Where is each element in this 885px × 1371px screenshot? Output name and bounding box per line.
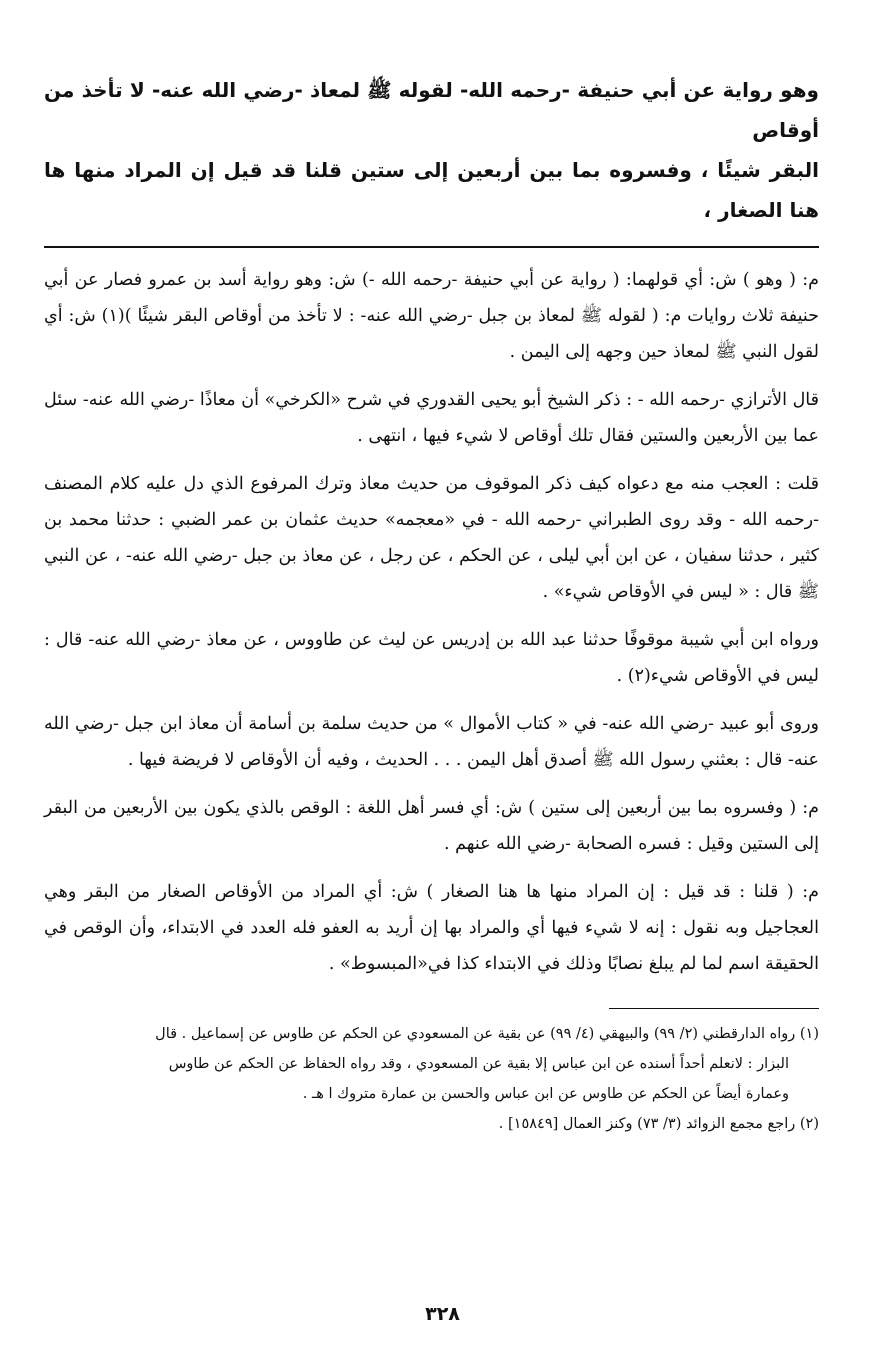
matn-line-2: البقر شيئًا ، وفسروه بما بين أربعين إلى ستين قلنا قد قيل إن المراد منها ها هنا الصغار ، [44, 158, 819, 222]
footnote-1-line-1: (١) رواه الدارقطني (٢/ ٩٩) والبيهقي (٤/ ٩٩) عن بقية عن المسعودي عن الحكم عن طاوس عن إسماعيل . قال [155, 1026, 819, 1042]
footnotes [44, 1019, 819, 1139]
commentary-paragraph-6: م: ( وفسروه بما بين أربعين إلى ستين ) ش: أي فسر أهل اللغة : الوقص بالذي يكون بين الأربعين من البقر إلى الستين وقيل : فسره الصحابة -رضي الله عنهم . [44, 798, 819, 854]
footnote-1-line-2: البزار : لانعلم أحداً أسنده عن ابن عباس إلا بقية عن المسعودي ، وقد رواه الحفاظ عن الحكم عن طاوس [168, 1056, 789, 1072]
commentary-paragraph-3: قلت : العجب منه مع دعواه كيف ذكر الموقوف من حديث معاذ وترك المرفوع الذي دل عليه كلام المصنف -رحمه الله - وقد روى الطبراني -رحمه الله - في «معجمه» حديث عثمان بن عمر الضبي : حدثنا محمد بن كثير ، حدثنا سفيان ، عن ابن أبي ليلى ، عن الحكم ، عن رجل ، عن معاذ بن جبل -رضي الله عنه- ، عن النبي ﷺ قال : « ليس في الأوقاص شيء» . [44, 474, 819, 602]
commentary-paragraph-1: م: ( وهو ) ش: أي قولهما: ( رواية عن أبي حنيفة -رحمه الله -) ش: وهو رواية أسد بن عمرو فصار عن أبي حنيفة ثلاث روايات م: ( لقوله ﷺ لمعاذ بن جبل -رضي الله عنه- : لا تأخذ من أوقاص البقر شيئًا )(١) ش: أي لقول النبي ﷺ لمعاذ حين وجهه إلى اليمن . [44, 270, 819, 362]
commentary-paragraph-4: ورواه ابن أبي شيبة موقوفًا حدثنا عبد الله بن إدريس عن ليث عن طاووس ، عن معاذ -رضي الله عنه- قال : ليس في الأوقاص شيء(٢) . [44, 630, 819, 686]
commentary-paragraph-5: وروى أبو عبيد -رضي الله عنه- في « كتاب الأموال » من حديث سلمة بن أسامة أن معاذ ابن جبل -رضي الله عنه- قال : بعثني رسول الله ﷺ أصدق أهل اليمن . . . الحديث ، وفيه أن الأوقاص لا فريضة فيها . [44, 714, 819, 770]
matn-text [44, 70, 819, 230]
footnote-divider [609, 1008, 819, 1009]
footnote-1-line-3: وعمارة أيضاً عن الحكم عن طاوس عن ابن عباس والحسن بن عمارة متروك ا هـ . [302, 1086, 789, 1102]
page-body [44, 70, 819, 1139]
footnote-2: (٢) راجع مجمع الزوائد (٣/ ٧٣) وكنز العمال [١٥٨٤٩] . [498, 1116, 819, 1132]
matn-divider [44, 246, 819, 248]
commentary-paragraph-7: م: ( قلنا : قد قيل : إن المراد منها ها هنا الصغار ) ش: أي المراد من الأوقاص الصغار من البقر وهي العجاجيل وبه نقول : إنه لا شيء فيها أي والمراد بها إن أريد به العفو فله العدد في الابتداء، وأن الوقص في الحقيقة اسم لما لم يبلغ نصابًا وذلك في الابتداء كذا في«المبسوط» . [44, 882, 819, 974]
commentary-paragraph-2: قال الأترازي -رحمه الله - : ذكر الشيخ أبو يحيى القدوري في شرح «الكرخي» أن معاذًا -رضي الله عنه- سئل عما بين الأربعين والستين فقال تلك أوقاص لا شيء فيها ، انتهى . [44, 390, 819, 446]
commentary [44, 262, 819, 982]
page-number: ٣٢٨ [425, 1303, 460, 1325]
matn-line-1: وهو رواية عن أبي حنيفة -رحمه الله- لقوله ﷺ لمعاذ -رضي الله عنه- لا تأخذ من أوقاص [44, 78, 819, 142]
